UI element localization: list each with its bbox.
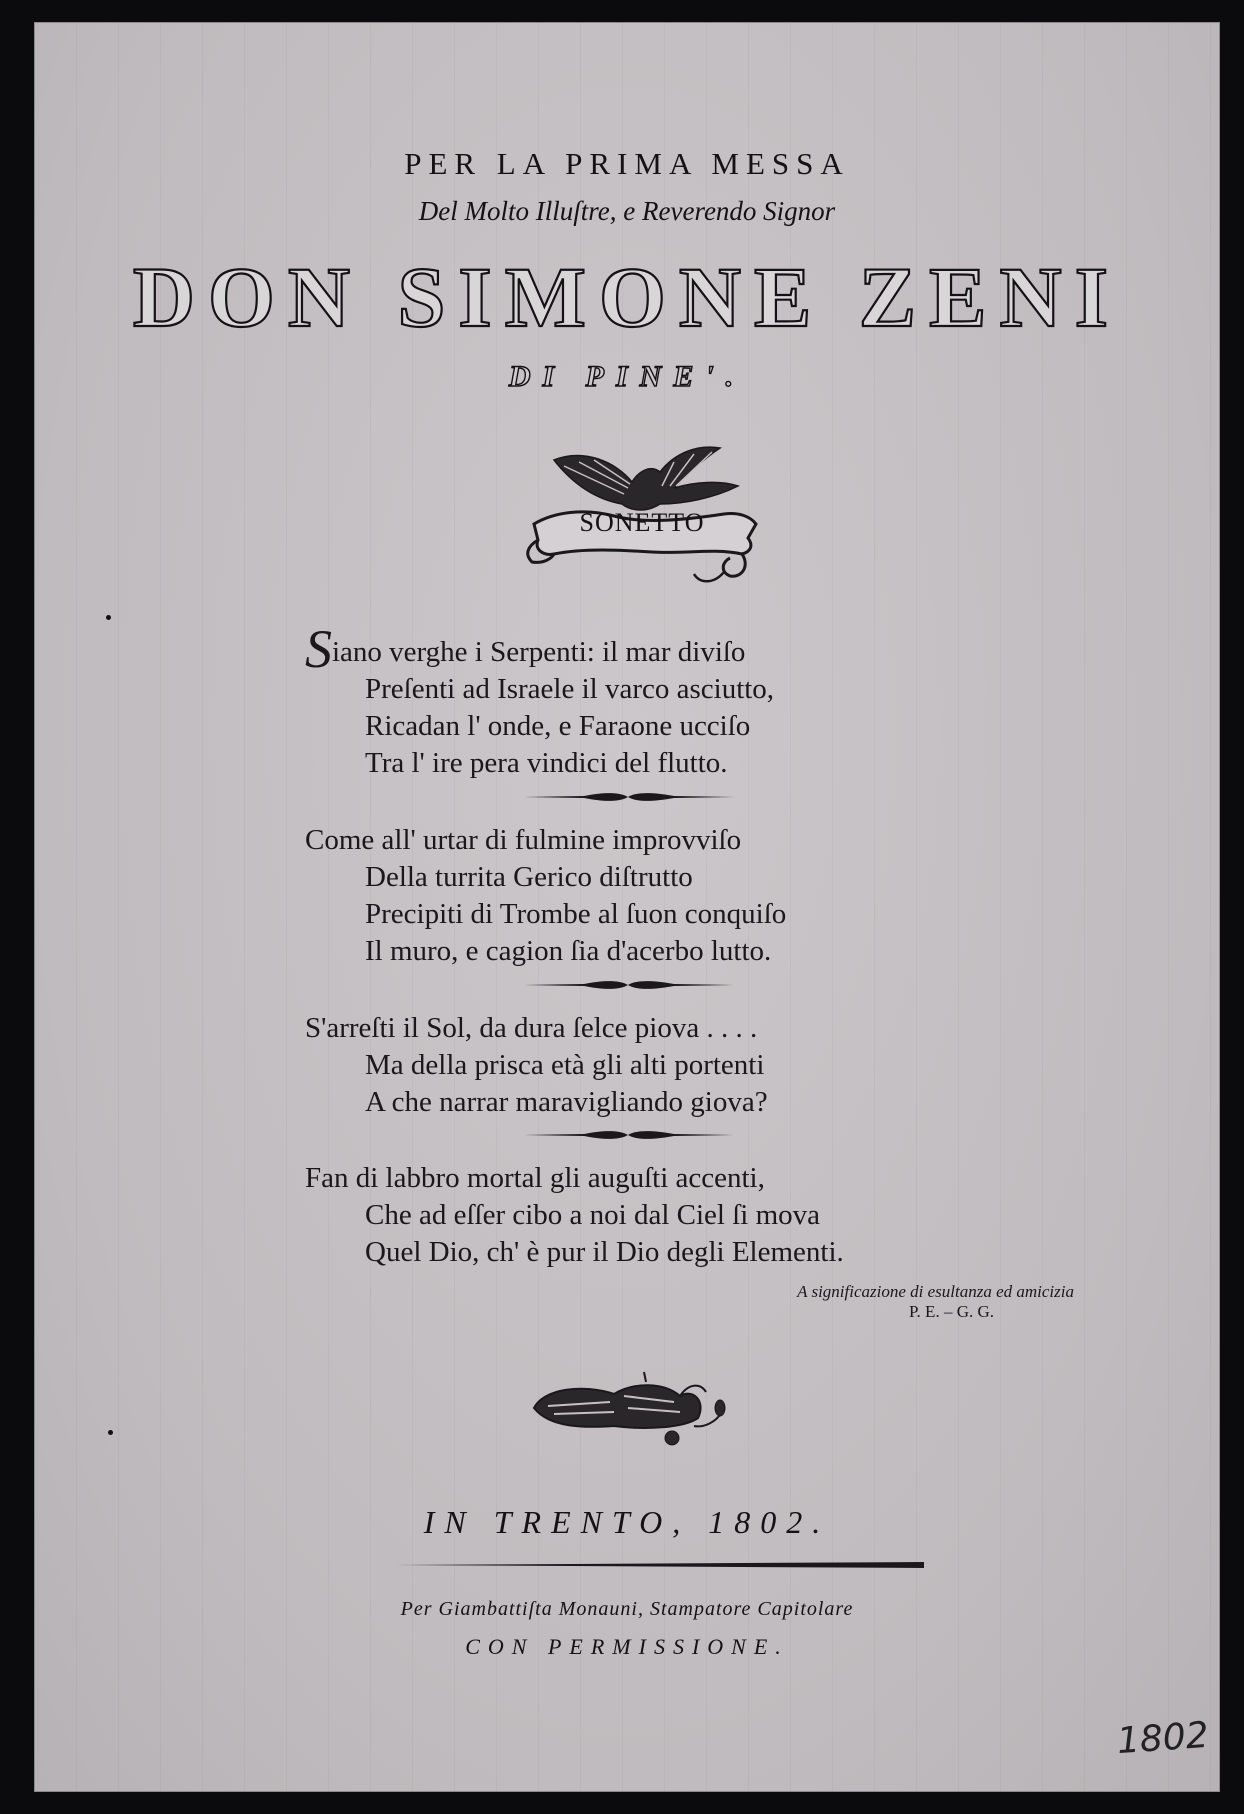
stanza-3: [305, 1010, 1065, 1121]
honoree-place: DI PINE'.: [508, 360, 746, 393]
ornamental-divider: [524, 978, 734, 992]
verse-line: Tra l' ire pera vindici del flutto.: [365, 747, 728, 779]
verse-line: Precipiti di Trombe al ſuon conquiſo: [365, 898, 787, 930]
handwritten-year: 1802: [1115, 1714, 1210, 1763]
stanza-1: [305, 619, 1065, 782]
verse-line: Come all' urtar di fulmine improvviſo: [305, 824, 742, 856]
stanza-2: [305, 822, 1065, 970]
verse-line: Ricadan l' onde, e Faraone ucciſo: [365, 710, 751, 742]
verse-line: Preſenti ad Israele il varco asciutto,: [365, 673, 775, 705]
verse-line: Fan di labbro mortal gli auguſti accenti,: [305, 1162, 765, 1194]
verse-line: Che ad eſſer cibo a noi dal Ciel ſi mova: [365, 1199, 821, 1231]
heading: PER LA PRIMA MESSA: [404, 146, 850, 181]
drop-cap: S: [305, 619, 332, 679]
verse-line: Della turrita Gerico diſtrutto: [365, 861, 693, 893]
still-life-ornament: [524, 1368, 734, 1458]
printer-credit: Per Giambattiſta Monauni, Stampatore Capitolare: [400, 1598, 854, 1620]
emblem-label: SONETTO: [579, 508, 705, 537]
subtitle: Del Molto Illuſtre, e Reverendo Signor: [418, 196, 836, 226]
verse-line: A che narrar maravigliando giova?: [365, 1086, 768, 1118]
ornamental-divider: [524, 790, 734, 804]
verse-line: iano verghe i Serpenti: il mar diviſo: [332, 636, 746, 668]
ornamental-divider: [524, 1128, 734, 1142]
dedication-line: A significazione di esultanza ed amicizia: [797, 1282, 1074, 1301]
ink-speck: [106, 615, 111, 620]
dedication-initials: P. E. – G. G.: [908, 1302, 994, 1321]
imprint-city-year: IN TRENTO, 1802.: [423, 1504, 831, 1540]
honoree-name: DON SIMONE ZENI: [132, 249, 1122, 345]
dedication-attribution: [654, 1282, 1074, 1322]
verse-line: S'arreſti il Sol, da dura ſelce piova . . . .: [305, 1012, 758, 1044]
stanza-4: [305, 1160, 1065, 1271]
ink-speck: [108, 1430, 113, 1435]
imprint-rule: [396, 1562, 924, 1568]
verse-line: Ma della prisca età gli alti portenti: [365, 1049, 765, 1081]
permission-line: CON PERMISSIONE.: [465, 1634, 789, 1659]
verse-line: Il muro, e cagion ſia d'acerbo lutto.: [365, 935, 772, 967]
broadsheet-page: [34, 22, 1220, 1792]
verse-line: Quel Dio, ch' è pur il Dio degli Elementi.: [365, 1236, 844, 1268]
